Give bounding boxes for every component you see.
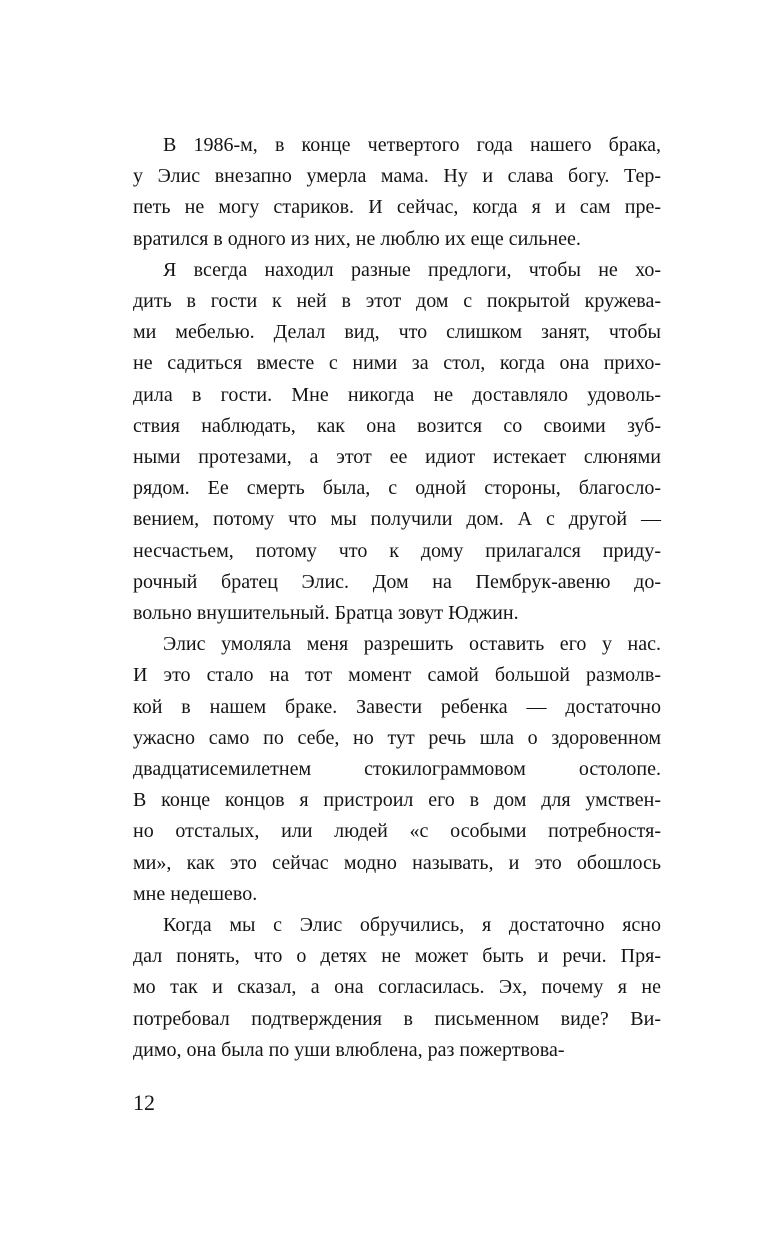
text-line: В конце концов я пристроил его в дом для умствен-	[133, 789, 661, 812]
text-line: И это стало на тот момент самой большой размолв-	[133, 664, 661, 687]
text-line: ми мебелью. Делал вид, что слишком занят, чтобы	[133, 321, 661, 344]
text-line: димо, она была по уши влюблена, раз пожертвова-	[133, 1038, 565, 1061]
text-line: дить в гости к ней в этот дом с покрытой кружева-	[133, 290, 661, 313]
paragraph	[133, 255, 661, 629]
paragraph	[133, 910, 661, 1066]
paragraph	[133, 130, 661, 255]
text-line: у Элис внезапно умерла мама. Ну и слава богу. Тер-	[133, 165, 661, 188]
text-line: потребовал подтверждения в письменном виде? Ви-	[133, 1007, 661, 1030]
text-line: мне недешево.	[133, 882, 258, 905]
text-line: ствия наблюдать, как она возится со своими зуб-	[133, 414, 661, 437]
text-line: ными протезами, а этот ее идиот истекает слюнями	[133, 446, 661, 469]
text-line: вольно внушительный. Братца зовут Юджин.	[133, 602, 519, 625]
text-line: мо так и сказал, а она согласилась. Эх, почему я не	[133, 976, 661, 999]
text-line: Элис умоляла меня разрешить оставить его у нас.	[163, 633, 661, 656]
text-line: дила в гости. Мне никогда не доставляло удоволь-	[133, 383, 661, 406]
text-line: вением, потому что мы получили дом. А с другой —	[133, 508, 661, 531]
text-line: В 1986-м, в конце четвертого года нашего брака,	[163, 134, 661, 156]
text-line: вратился в одного из них, не люблю их еще сильнее.	[133, 227, 581, 250]
text-line: дал понять, что о детях не может быть и речи. Пря-	[133, 945, 661, 968]
text-line: двадцатисемилетнем стокилограммовом остолопе.	[133, 758, 661, 781]
text-line: петь не могу стариков. И сейчас, когда я и сам пре-	[133, 196, 661, 219]
text-line: ми», как это сейчас модно называть, и это обошлось	[133, 851, 661, 874]
text-line: рочный братец Элис. Дом на Пембрук-авеню до-	[133, 570, 661, 593]
text-line: Я всегда находил разные предлоги, чтобы не хо-	[163, 258, 661, 281]
page-number: 12	[133, 1090, 155, 1115]
text-line: не садиться вместе с ними за стол, когда она прихо-	[133, 352, 661, 375]
paragraph	[133, 629, 661, 910]
text-line: кой в нашем браке. Завести ребенка — достаточно	[133, 695, 661, 718]
text-line: несчастьем, потому что к дому прилагался приду-	[133, 539, 661, 562]
text-block	[133, 130, 661, 1066]
text-line: Когда мы с Элис обручились, я достаточно ясно	[163, 914, 661, 937]
text-line: но отсталых, или людей «с особыми потребностя-	[133, 820, 661, 843]
text-line: ужасно само по себе, но тут речь шла о здоровенном	[133, 726, 661, 749]
text-line: рядом. Ее смерть была, с одной стороны, благосло-	[133, 477, 661, 500]
